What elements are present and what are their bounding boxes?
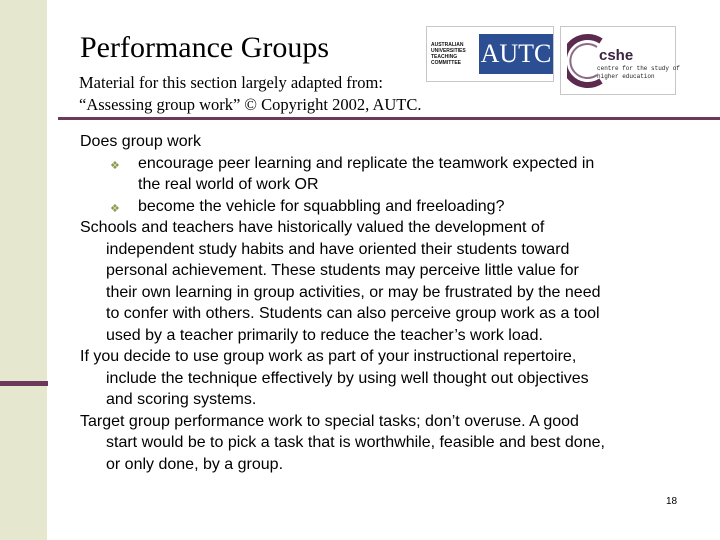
- bullet-continuation: the real world of work OR: [138, 176, 319, 193]
- autc-small-line: UNIVERSITIES: [431, 48, 466, 54]
- subtitle-line: Material for this section largely adapted from:: [79, 73, 383, 92]
- paragraph-line: start would be to pick a task that is worthwhile, feasible and best done,: [106, 434, 605, 451]
- diamond-bullet-icon: ❖: [110, 159, 120, 172]
- paragraph-line: independent study habits and have oriented their students toward: [106, 240, 570, 258]
- bullet-item: [80, 196, 705, 218]
- paragraph-line: or only done, by a group.: [106, 455, 284, 473]
- paragraph-line: their own learning in group activities, or may be frustrated by the need: [106, 283, 601, 301]
- cshe-tagline-line: higher education: [597, 73, 655, 80]
- paragraph-line: and scoring systems.: [106, 391, 257, 408]
- subtitle-line: “Assessing group work” © Copyright 2002, AUTC.: [79, 95, 422, 114]
- title-rule: [58, 117, 720, 120]
- slide-subtitle: [79, 72, 422, 116]
- band-divider: [47, 0, 49, 540]
- autc-small-line: AUSTRALIAN: [431, 42, 464, 48]
- band-accent-mark: [0, 381, 48, 386]
- cshe-tagline: [597, 65, 680, 81]
- page-number: 18: [666, 496, 678, 507]
- cshe-wordmark: cshe: [599, 47, 634, 64]
- cshe-tagline-line: centre for the study of: [597, 65, 680, 72]
- diamond-bullet-icon: ❖: [110, 202, 120, 215]
- paragraph-first-line: If you decide to use group work as part of your instructional repertoire,: [80, 348, 577, 365]
- left-decorative-band: [0, 0, 47, 540]
- paragraph-first-line: Schools and teachers have historically valued the development of: [80, 219, 545, 236]
- autc-logo-small-text: [427, 42, 475, 66]
- autc-small-line: COMMITTEE: [431, 60, 461, 66]
- autc-small-line: TEACHING: [431, 54, 458, 60]
- paragraph-line: used by a teacher primarily to reduce the teacher’s work load.: [106, 326, 543, 344]
- slide-title: Performance Groups: [80, 31, 330, 64]
- paragraph-line: to confer with others. Students can also perceive group work as a tool: [106, 305, 600, 322]
- paragraph-line: include the technique effectively by using well thought out objectives: [106, 369, 589, 387]
- cshe-logo: [560, 26, 680, 95]
- bullet-item: [80, 153, 705, 175]
- bullet-text: become the vehicle for squabbling and freeloading?: [138, 197, 505, 215]
- paragraph-first-line: Target group performance work to special tasks; don’t overuse. A good: [80, 412, 579, 430]
- bullet-text: encourage peer learning and replicate the teamwork expected in: [138, 154, 595, 172]
- autc-wordmark: AUTC: [479, 34, 553, 74]
- paragraph-line: personal achievement. These students may perceive little value for: [106, 262, 579, 279]
- slide-body: [80, 131, 705, 475]
- question-heading: Does group work: [80, 133, 201, 150]
- autc-logo: [426, 26, 554, 82]
